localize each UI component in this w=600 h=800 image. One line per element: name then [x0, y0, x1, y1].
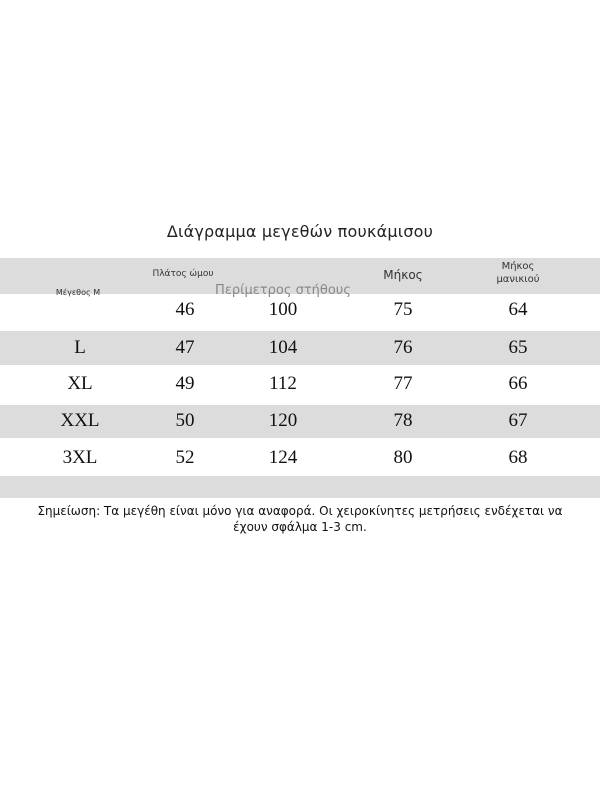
cell-length: 75: [393, 299, 413, 320]
cell-size: L: [74, 337, 86, 358]
cell-chest: 104: [268, 337, 298, 358]
disclaimer-note: [0, 503, 600, 535]
cell-size: 3XL: [62, 447, 98, 468]
header-sleeve-line2: μανικιού: [496, 273, 540, 285]
cell-sleeve: 67: [508, 410, 528, 431]
header-sleeve-line1: Μήκος: [501, 261, 535, 272]
cell-size: XXL: [60, 410, 100, 431]
header-sleeve: [496, 261, 539, 286]
cell-shoulder: 52: [175, 447, 195, 468]
header-chest: Περίμετρος στήθους: [215, 283, 351, 298]
cell-chest: 112: [269, 373, 297, 394]
cell-shoulder: 49: [175, 373, 195, 394]
cell-sleeve: 65: [508, 337, 528, 358]
cell-size: XL: [67, 373, 93, 394]
cell-shoulder: 46: [175, 299, 195, 320]
header-size: Μέγεθος M: [55, 288, 101, 297]
cell-shoulder: 50: [175, 410, 195, 431]
cell-length: 78: [393, 410, 413, 431]
cell-shoulder: 47: [175, 337, 195, 358]
header-shoulder: Πλάτος ώμου: [152, 269, 214, 279]
cell-sleeve: 66: [508, 373, 528, 394]
row-band: [0, 476, 600, 498]
cell-length: 76: [393, 337, 413, 358]
cell-chest: 120: [268, 410, 298, 431]
cell-sleeve: 64: [508, 299, 528, 320]
header-length: Μήκος: [383, 268, 423, 282]
note-line-2: έχουν σφάλμα 1-3 cm.: [233, 520, 367, 534]
cell-length: 80: [393, 447, 413, 468]
cell-chest: 124: [268, 447, 298, 468]
cell-sleeve: 68: [508, 447, 528, 468]
note-line-1: Σημείωση: Τα μεγέθη είναι μόνο για αναφορά. Οι χειροκίνητες μετρήσεις ενδέχεται να: [37, 504, 563, 518]
cell-chest: 100: [268, 299, 298, 320]
page-title: Διάγραμμα μεγεθών πουκάμισου: [166, 222, 434, 241]
cell-length: 77: [393, 373, 413, 394]
